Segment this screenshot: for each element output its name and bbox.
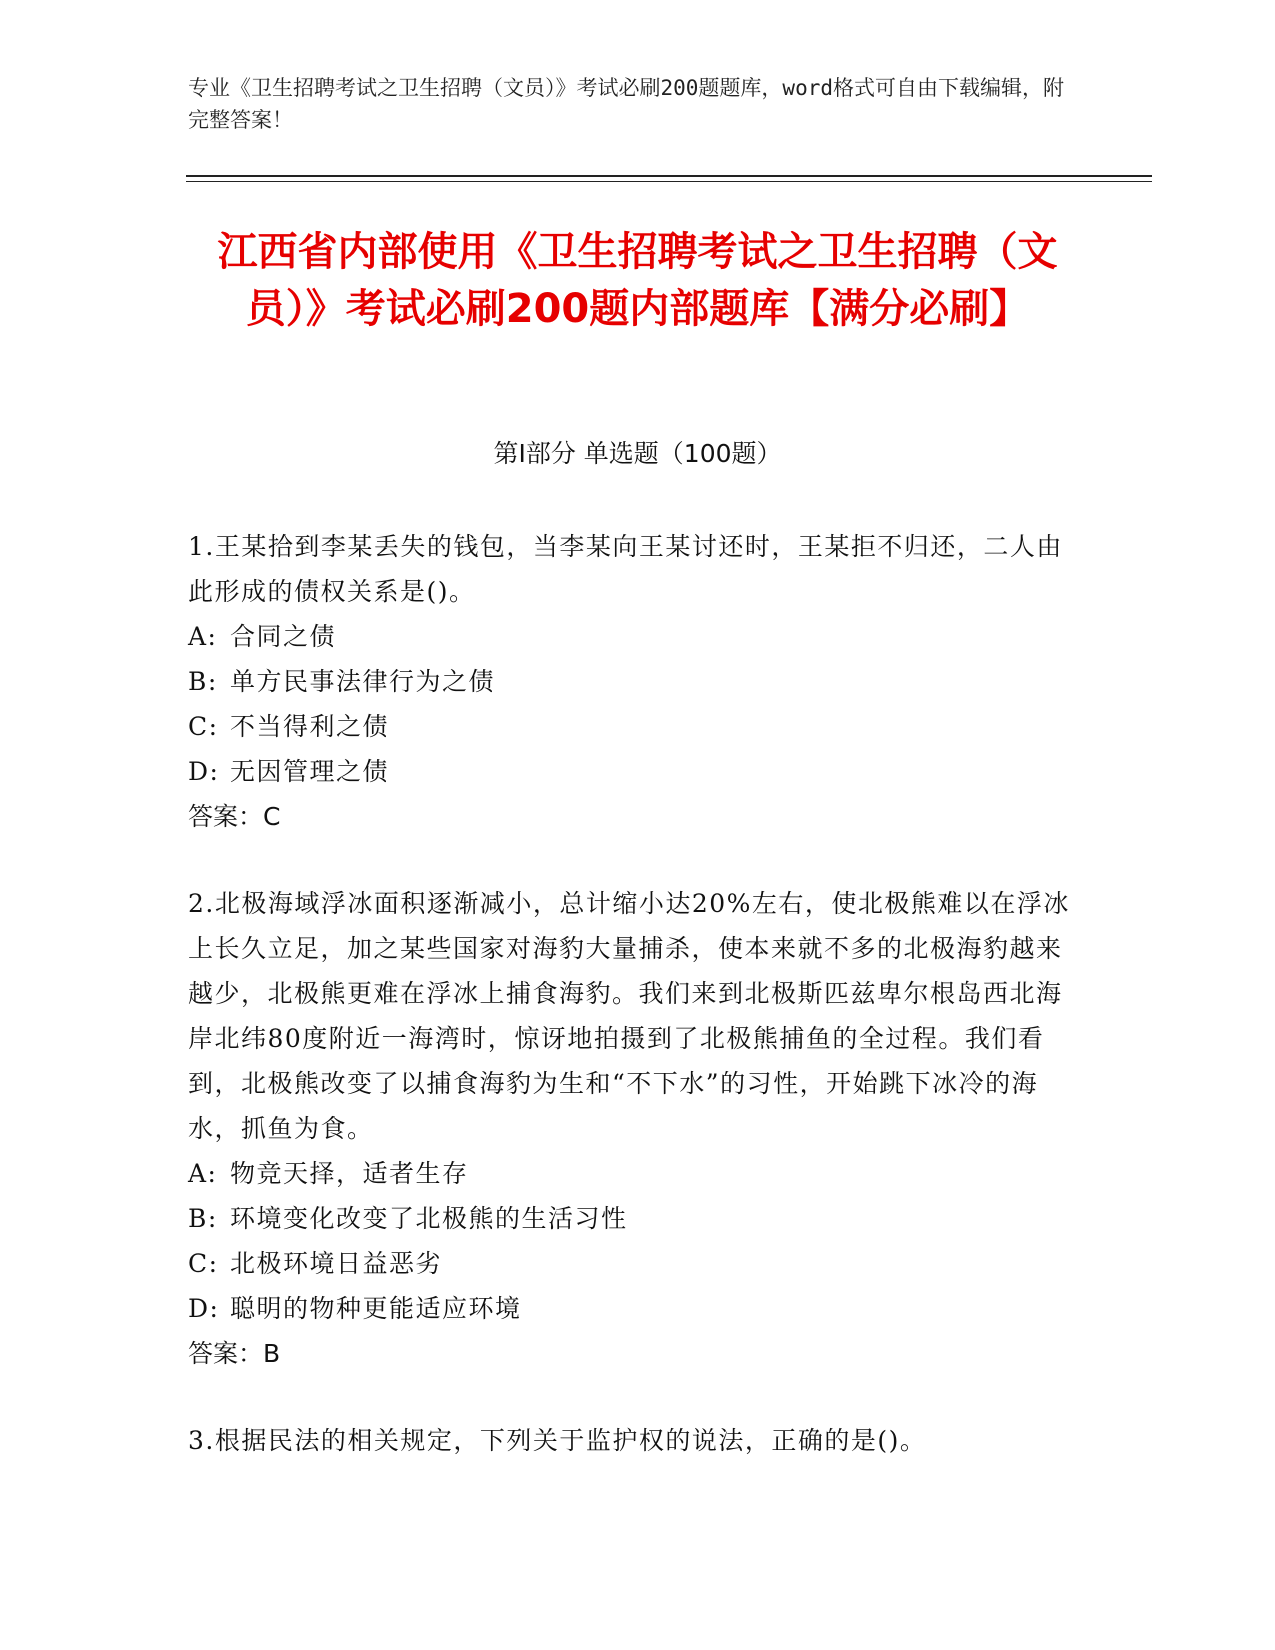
option-text: 环境变化改变了北极熊的生活习性 bbox=[230, 1204, 628, 1233]
answer-line: 答案：C bbox=[188, 802, 281, 831]
answer-line: 答案：B bbox=[188, 1339, 281, 1368]
option-c bbox=[188, 704, 1083, 749]
option-text: 不当得利之债 bbox=[230, 712, 390, 741]
option-label: D: bbox=[188, 1294, 220, 1323]
option-a bbox=[188, 1151, 1083, 1196]
option-text: 无因管理之债 bbox=[230, 757, 390, 786]
question-stem: 1.王某拾到李某丢失的钱包，当李某向王某讨还时，王某拒不归还，二人由此形成的债权关系是()。 bbox=[188, 532, 1063, 606]
question-stem: 3.根据民法的相关规定，下列关于监护权的说法，正确的是()。 bbox=[188, 1426, 927, 1455]
question-stem: 2.北极海域浮冰面积逐渐减小，总计缩小达20%左右，使北极熊难以在浮冰上长久立足，加之某些国家对海豹大量捕杀，使本来就不多的北极海豹越来越少，北极熊更难在浮冰上捕食海豹。我们来到北极斯匹兹卑尔根岛西北海岸北纬80度附近一海湾时，惊讶地拍摄到了北极熊捕鱼的全过程。我们看到，北极熊改变了以捕食海豹为生和“不下水”的习性，开始跳下冰冷的海水，抓鱼为食。 bbox=[188, 889, 1070, 1143]
option-b bbox=[188, 1196, 1083, 1241]
option-c bbox=[188, 1241, 1083, 1286]
option-label: D: bbox=[188, 757, 220, 786]
option-label: A: bbox=[188, 1159, 218, 1188]
section-title: 第Ⅰ部分 单选题（100题） bbox=[493, 439, 782, 468]
header-note: 专业《卫生招聘考试之卫生招聘（文员）》考试必刷200题题库，word格式可自由下载编辑，附完整答案！ bbox=[188, 76, 1064, 132]
option-text: 物竞天择，适者生存 bbox=[230, 1159, 469, 1188]
option-text: 聪明的物种更能适应环境 bbox=[230, 1294, 522, 1323]
option-d bbox=[188, 1286, 1083, 1331]
option-d bbox=[188, 749, 1083, 794]
document-title: 江西省内部使用《卫生招聘考试之卫生招聘（文员）》考试必刷200题内部题库【满分必刷】 bbox=[217, 229, 1058, 332]
header-rule-thin bbox=[186, 181, 1152, 182]
option-label: C: bbox=[188, 1249, 219, 1278]
option-label: A: bbox=[188, 622, 218, 651]
question-3 bbox=[188, 1418, 1083, 1463]
option-text: 合同之债 bbox=[230, 622, 337, 651]
option-text: 北极环境日益恶劣 bbox=[230, 1249, 443, 1278]
option-a bbox=[188, 614, 1083, 659]
option-text: 单方民事法律行为之债 bbox=[230, 667, 496, 696]
header-rule-thick bbox=[186, 175, 1152, 177]
question-list bbox=[188, 524, 1083, 1505]
option-b bbox=[188, 659, 1083, 704]
option-label: B: bbox=[188, 1204, 218, 1233]
question-2 bbox=[188, 881, 1083, 1376]
option-label: B: bbox=[188, 667, 218, 696]
option-label: C: bbox=[188, 712, 219, 741]
question-1 bbox=[188, 524, 1083, 839]
